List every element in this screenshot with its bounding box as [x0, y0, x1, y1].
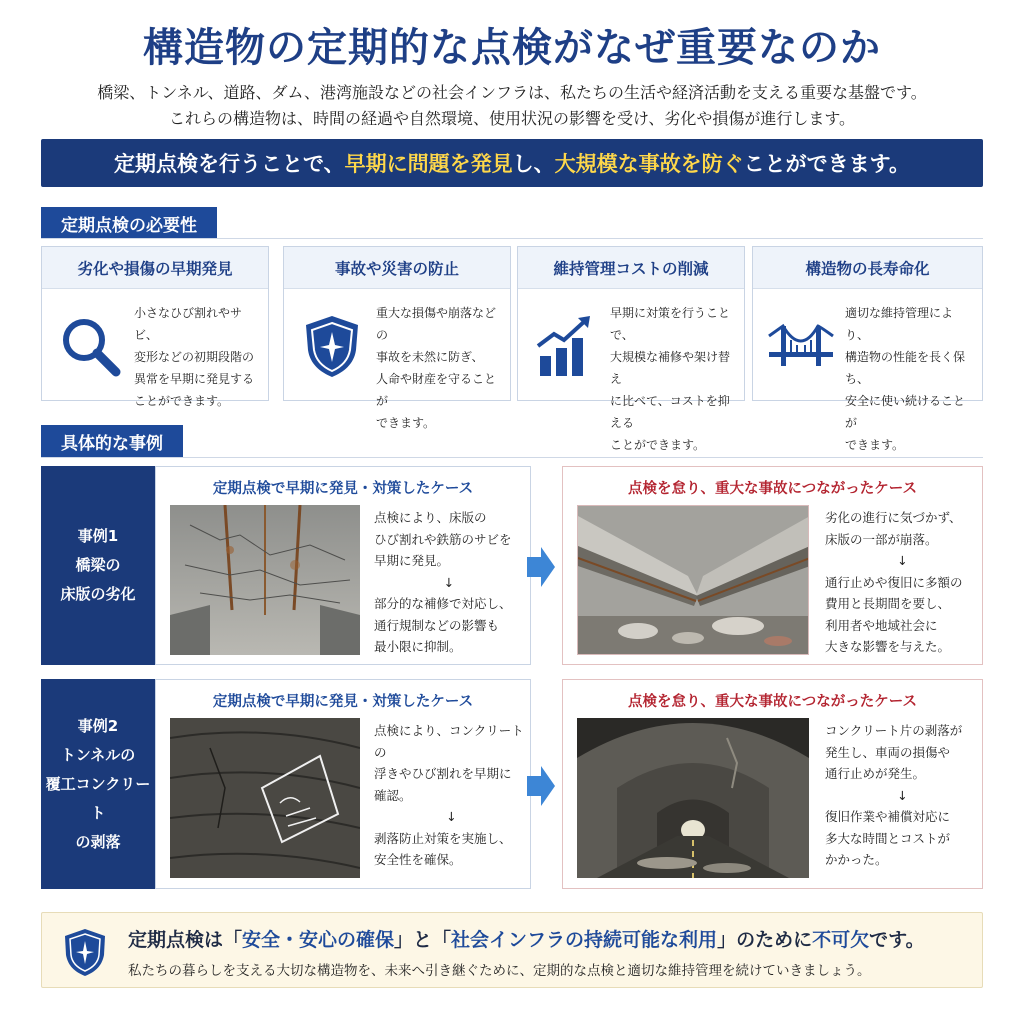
case-text-line: 通行止めが発生。 — [825, 766, 926, 781]
case-1-good-panel — [155, 466, 531, 665]
necessity-card-longevity — [752, 246, 983, 452]
case-1-label — [41, 466, 155, 665]
banner-highlight-2: 大規模な事故を防ぐ — [554, 152, 744, 176]
banner-text-2: し、 — [512, 152, 555, 176]
case-text-line: 通行規制などの影響も — [374, 617, 500, 633]
tunnel-lining-inspection-photo — [170, 718, 360, 878]
case-label-line: トンネルの — [60, 745, 136, 764]
magnifier-icon — [56, 312, 124, 380]
bad-case-text — [825, 720, 980, 871]
case-text-line: 剥落防止対策を実施し、 — [374, 830, 512, 846]
case-text-line: 安全性を確保。 — [374, 852, 462, 867]
down-arrow-icon: ↓ — [897, 553, 908, 568]
card-text-line: 重大な損傷や崩落などの — [376, 306, 497, 342]
case-text-line: 利用者や地域社会に — [825, 617, 938, 633]
card-text-line: できます。 — [845, 438, 905, 452]
case-text-line: 発生し、車両の損傷や — [825, 744, 951, 760]
case-2-bad-panel — [562, 679, 983, 889]
case-text-line: かかった。 — [825, 852, 888, 867]
conclusion-headline — [128, 925, 925, 952]
card-text-line: 事故を未然に防ぎ、 — [376, 350, 484, 364]
case-text-line: 点検により、床版の — [374, 510, 487, 525]
card-text — [610, 302, 740, 456]
case-label-line: 覆工コンクリート — [45, 774, 151, 822]
case-text-line: 最小限に抑制。 — [374, 639, 462, 654]
case-label-line: 床版の劣化 — [60, 585, 136, 603]
necessity-card-cost-reduction — [517, 246, 745, 452]
banner-text-1: 定期点検を行うことで、 — [114, 152, 345, 176]
card-text-line: 小さなひび割れやサビ、 — [134, 306, 243, 342]
card-text-line: に比べて、コストを抑える — [610, 394, 730, 430]
case-2-label — [41, 679, 155, 889]
card-text-line: 人命や財産を守ることが — [376, 372, 497, 408]
key-message-banner — [41, 139, 983, 187]
bad-case-title: 点検を怠り、重大な事故につながったケース — [628, 481, 917, 497]
good-case-title: 定期点検で早期に発見・対策したケース — [212, 694, 474, 710]
card-text-line: 変形などの初期段階の — [134, 350, 255, 364]
conclusion-highlight: 不可欠 — [812, 929, 870, 951]
bad-case-text — [825, 507, 980, 658]
case-label-line: 橋梁の — [75, 556, 121, 574]
card-text-line: ことができます。 — [134, 394, 230, 408]
banner-highlight-1: 早期に問題を発見 — [344, 152, 513, 176]
card-text-line: 大規模な補修や架け替え — [610, 350, 731, 386]
intro-line-1: 橋梁、トンネル、道路、ダム、港湾施設などの社会インフラは、私たちの生活や経済活動を支える重要な基盤です。 — [97, 83, 927, 102]
bridge-icon — [767, 312, 835, 380]
card-text-line: 異常を早期に発見する — [134, 372, 255, 386]
conclusion-text: 定期点検は「 — [128, 929, 243, 951]
down-arrow-icon: ↓ — [443, 574, 455, 590]
case-text-line: 費用と長期間を要し、 — [825, 596, 951, 611]
card-text-line: 安全に使い続けることが — [845, 394, 966, 430]
necessity-card-accident-prevention — [283, 246, 511, 430]
card-text-line: ことができます。 — [610, 438, 706, 452]
tunnel-spalling-photo — [577, 718, 809, 878]
conclusion-highlight: 安全・安心の確保 — [242, 929, 395, 951]
section-heading-necessity: 定期点検の必要性 — [41, 207, 217, 239]
case-label-line: の剥落 — [75, 832, 121, 851]
case-text-line: 早期に発見。 — [374, 553, 450, 568]
case-2-good-panel — [155, 679, 531, 889]
conclusion-box — [41, 912, 983, 988]
intro-line-2: これらの構造物は、時間の経過や自然環境、使用状況の影響を受け、劣化や損傷が進行します。 — [168, 109, 856, 128]
case-label-line: 事例1 — [77, 527, 119, 545]
shield-icon — [298, 312, 366, 380]
card-text — [134, 302, 264, 412]
section-divider — [41, 238, 983, 239]
card-title: 構造物の長寿命化 — [753, 247, 982, 289]
growth-chart-icon — [532, 312, 600, 380]
card-text — [376, 302, 506, 434]
good-case-title: 定期点検で早期に発見・対策したケース — [212, 481, 474, 497]
down-arrow-icon: ↓ — [897, 787, 908, 803]
conclusion-text: 」のために — [717, 929, 813, 951]
bad-case-title: 点検を怠り、重大な事故につながったケース — [628, 694, 917, 710]
right-arrow-icon — [527, 766, 555, 806]
right-arrow-icon — [527, 547, 555, 587]
card-text-line: できます。 — [376, 416, 436, 430]
conclusion-subtext: 私たちの暮らしを支える大切な構造物を、未来へ引き継ぐために、定期的な点検と適切な維持管理を続けていきましょう。 — [128, 963, 871, 979]
case-text-line: 大きな影響を与えた。 — [825, 639, 951, 654]
card-text-line: 適切な維持管理により、 — [845, 306, 954, 342]
bridge-collapse-photo — [577, 505, 809, 655]
good-case-text — [374, 720, 529, 871]
case-text-line: 確認。 — [374, 787, 412, 803]
conclusion-text: 」と「 — [394, 929, 452, 951]
card-title: 事故や災害の防止 — [284, 247, 510, 289]
good-case-text — [374, 507, 524, 658]
case-text-line: 浮きやひび割れを早期に — [374, 766, 512, 781]
case-text-line: ひび割れや鉄筋のサビを — [374, 531, 512, 547]
bridge-deck-crack-photo — [170, 505, 360, 655]
card-title: 維持管理コストの削減 — [518, 247, 744, 289]
shield-icon — [62, 927, 108, 977]
case-text-line: 復旧作業や補償対応に — [825, 809, 951, 824]
case-text-line: 部分的な補修で対応し、 — [374, 596, 512, 611]
card-text — [845, 302, 975, 456]
conclusion-highlight: 社会インフラの持続可能な利用 — [451, 929, 718, 951]
section-heading-examples: 具体的な事例 — [41, 425, 183, 457]
banner-text-3: ことができます。 — [743, 152, 910, 176]
card-text-line: 構造物の性能を長く保ち、 — [845, 350, 966, 386]
card-title: 劣化や損傷の早期発見 — [42, 247, 268, 289]
case-text-line: 多大な時間とコストが — [825, 830, 951, 846]
down-arrow-icon: ↓ — [446, 809, 457, 824]
case-text-line: コンクリート片の剥落が — [825, 723, 963, 738]
section-divider — [41, 457, 983, 458]
case-text-line: 床版の一部が崩落。 — [825, 531, 938, 547]
case-text-line: 劣化の進行に気づかず、 — [825, 510, 962, 525]
case-1-bad-panel — [562, 466, 983, 665]
conclusion-text: です。 — [869, 929, 925, 951]
card-text-line: 早期に対策を行うことで、 — [610, 306, 731, 342]
necessity-card-early-detection — [41, 246, 269, 408]
case-label-line: 事例2 — [77, 716, 119, 735]
case-text-line: 通行止めや復旧に多額の — [825, 574, 963, 590]
case-text-line: 点検により、コンクリートの — [374, 723, 524, 760]
page-title: 構造物の定期的な点検がなぜ重要なのか — [143, 25, 881, 71]
